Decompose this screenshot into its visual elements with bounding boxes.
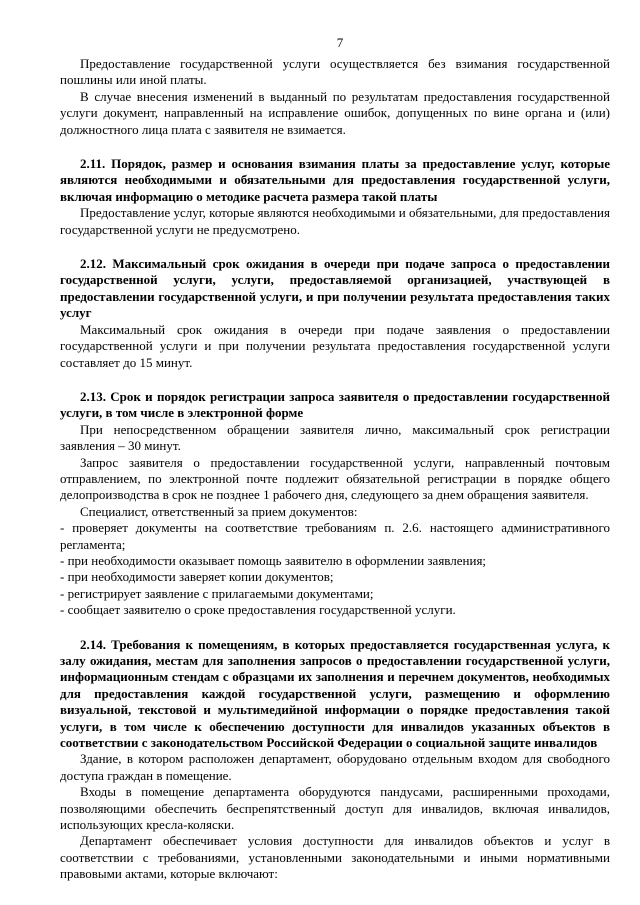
list-item: - при необходимости оказывает помощь заявителю в оформлении заявления;	[60, 552, 487, 568]
paragraph-fee-free: Предоставление государственной услуги осуществляется без взимания государственной пошлины или иной платы.	[60, 56, 610, 88]
paragraph-required-services: Предоставление услуг, которые являются необходимыми и обязательными, для предоставления государственной услуги не предусмотрено.	[60, 205, 610, 237]
list-item: - регистрирует заявление с прилагаемыми документами;	[60, 585, 374, 601]
section-heading-2-14: 2.14. Требования к помещениям, в которых предоставляется государственная услуга, к залу ожидания, местам для заполнения запросов о предоставлении государственной услуги, информационным стендам с образцами их заполнения и перечнем документов, необходимых для предоставления каждой государственной услуги, размещению и оформлению визуальной, текстовой и мультимедийной информации о порядке предоставления такой услуги, в том числе к обеспечению доступности для инвалидов указанных объектов в соответствии с законодательством Российской Федерации о социальной защите инвалидов	[60, 636, 610, 751]
paragraph-queue-time: Максимальный срок ожидания в очереди при подаче заявления о предоставлении государственной услуги и при получении результата предоставления государственной услуги составляет до 15 минут.	[60, 321, 610, 370]
section-heading-2-13: 2.13. Срок и порядок регистрации запроса заявителя о предоставлении государственной услуги, в том числе в электронной форме	[60, 388, 610, 421]
list-item: - сообщает заявителю о сроке предоставления государственной услуги.	[60, 602, 456, 618]
paragraph-accessibility: Департамент обеспечивает условия доступности для инвалидов объектов и услуг в соответствии с требованиями, установленными законодательными и иными нормативными правовыми актами, которые включают:	[60, 833, 610, 882]
paragraph-mail-registration: Запрос заявителя о предоставлении государственной услуги, направленный почтовым отправлением, по электронной почте подлежит обязательной регистрации в порядке общего делопроизводства в срок не позднее 1 рабочего дня, следующего за днем обращения заявителя.	[60, 454, 610, 503]
paragraph-registration-time: При непосредственном обращении заявителя лично, максимальный срок регистрации заявления – 30 минут.	[60, 421, 610, 454]
paragraph-correction-no-fee: В случае внесения изменений в выданный по результатам предоставления государственной услуги документ, направленный на исправление ошибок, допущенных по вине органа и (или) должностного лица плата с заявителя не взимается.	[60, 88, 610, 137]
section-heading-2-11: 2.11. Порядок, размер и основания взимания платы за предоставление услуг, которые являются необходимыми и обязательными для предоставления государственной услуги, включая информацию о методике расчета размера такой платы	[60, 156, 610, 204]
section-heading-2-12: 2.12. Максимальный срок ожидания в очереди при подаче запроса о предоставлении государственной услуги, услуги, предоставляемой организацией, участвующей в предоставлении государственной услуги, и при получении результата предоставления таких услуг	[60, 256, 610, 321]
paragraph-specialist: Специалист, ответственный за прием документов:	[80, 503, 358, 519]
paragraph-building-entrance: Здание, в котором расположен департамент, оборудовано отдельным входом для свободного доступа граждан в помещение.	[60, 751, 610, 783]
page-number: 7	[336, 35, 344, 50]
list-item: - проверяет документы на соответствие требованиям п. 2.6. настоящего административного регламента;	[60, 520, 610, 552]
paragraph-ramps: Входы в помещение департамента оборудуются пандусами, расширенными проходами, позволяющими обеспечить беспрепятственный доступ для инвалидов, включая инвалидов, использующих кресла-коляски.	[60, 784, 610, 833]
list-item: - при необходимости заверяет копии документов;	[60, 569, 334, 585]
